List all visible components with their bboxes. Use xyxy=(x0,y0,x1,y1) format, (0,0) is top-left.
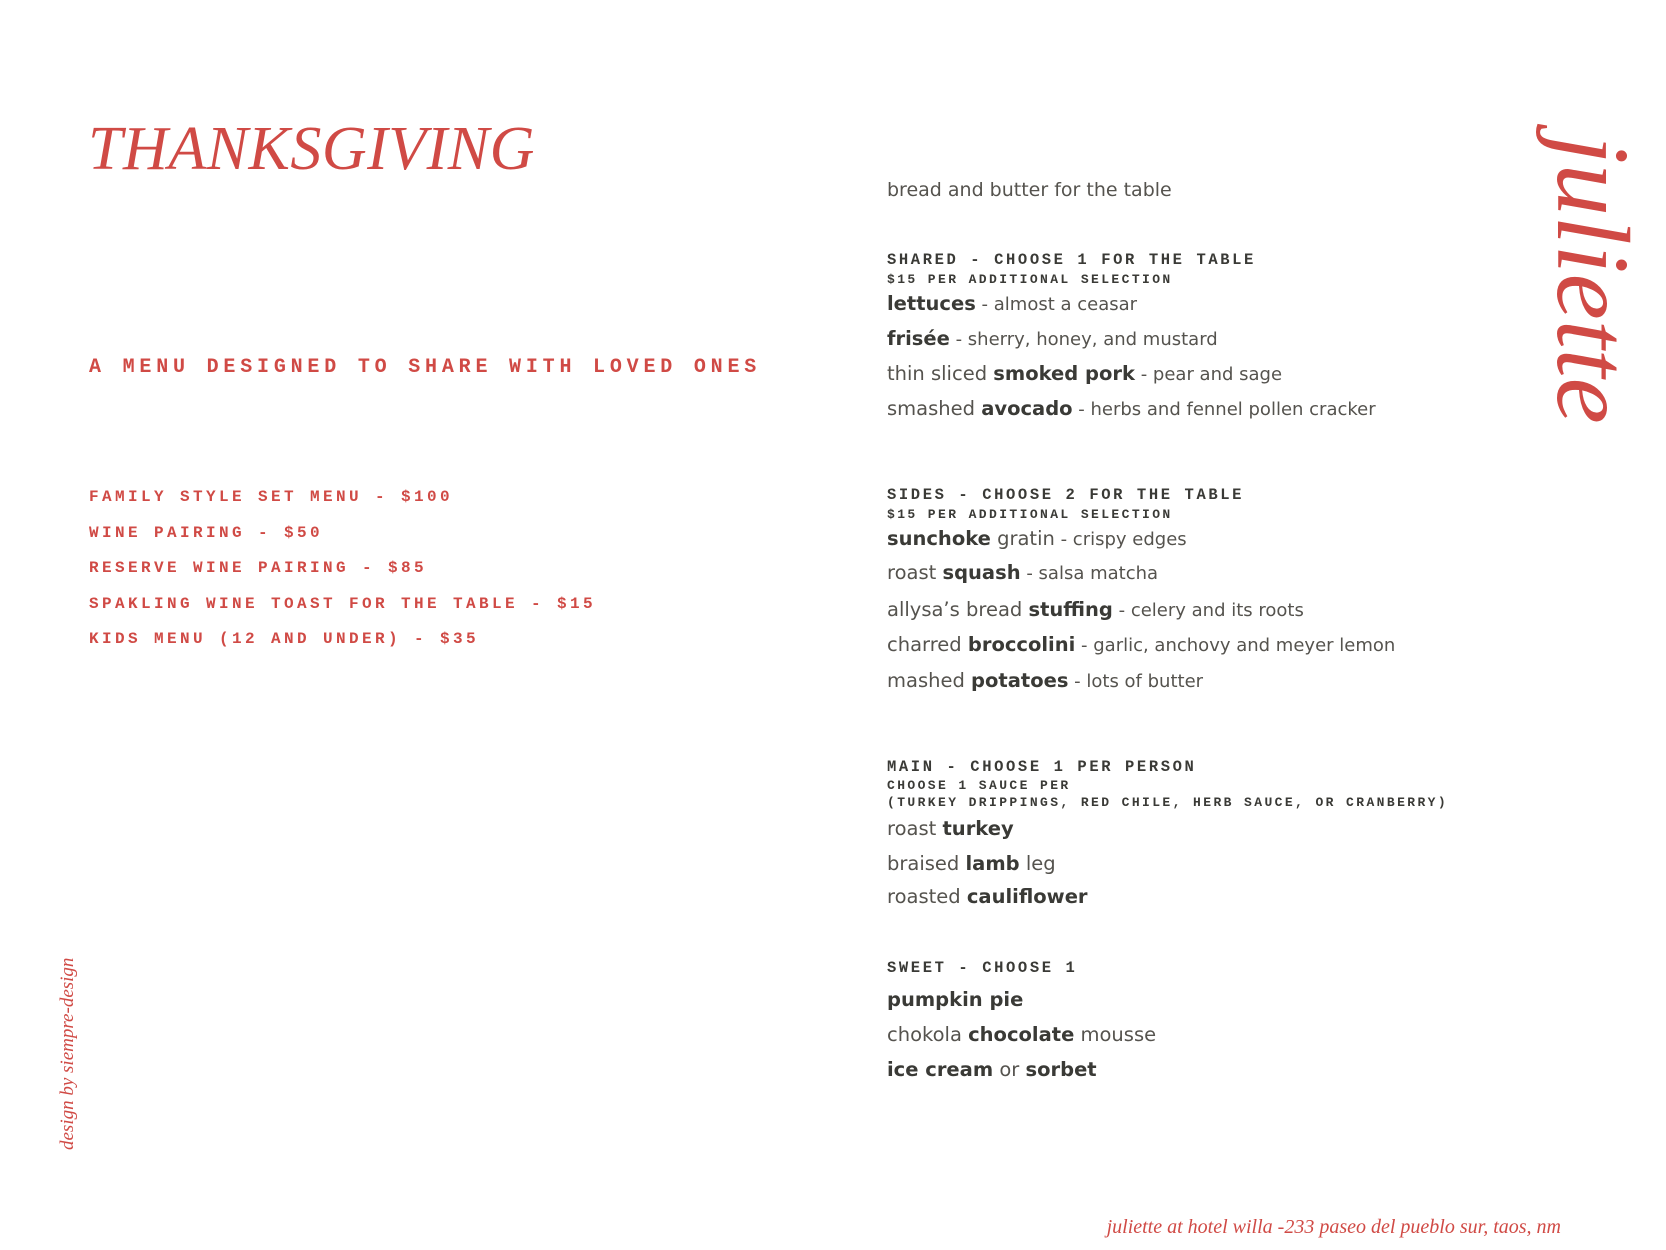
dish-name: cauliflower xyxy=(966,884,1088,908)
dish-list xyxy=(887,987,1157,1095)
dish-name: lamb xyxy=(965,851,1020,875)
dish-item: braised lamb leg xyxy=(887,851,1056,875)
dish-item: allysa’s bread stuffing - celery and its roots xyxy=(887,597,1304,621)
dish-name: chocolate xyxy=(968,1022,1075,1046)
bread-intro: bread and butter for the table xyxy=(887,179,1172,201)
page-title: THANKSGIVING xyxy=(88,115,535,183)
pricing-item: KIDS MENU (12 AND UNDER) - $35 xyxy=(89,630,480,648)
section-shared xyxy=(887,253,1376,434)
dish-name: squash xyxy=(942,560,1021,584)
dish-name: ice cream xyxy=(887,1057,994,1081)
dish-list xyxy=(887,816,1448,920)
section-subheading: $15 PER ADDITIONAL SELECTION xyxy=(887,506,1173,522)
design-credit: design by siempre-design xyxy=(57,957,78,1150)
dish-item: roast squash - salsa matcha xyxy=(887,560,1159,584)
dish-list xyxy=(887,526,1396,706)
section-heading: SWEET - CHOOSE 1 xyxy=(887,959,1078,977)
section-sides xyxy=(887,488,1395,706)
dish-item: roasted cauliflower xyxy=(887,884,1088,908)
dish-name: broccolini xyxy=(967,632,1076,656)
dish-name: stuffing xyxy=(1028,597,1113,621)
dish-name: lettuces xyxy=(887,291,976,315)
tagline: A MENU DESIGNED TO SHARE WITH LOVED ONES xyxy=(89,356,762,379)
dish-name: sunchoke xyxy=(887,526,991,550)
section-heading: SIDES - CHOOSE 2 FOR THE TABLE xyxy=(887,486,1245,504)
dish-description: - crispy edges xyxy=(1054,528,1187,550)
dish-item: mashed potatoes - lots of butter xyxy=(887,668,1204,692)
section-subheading: CHOOSE 1 SAUCE PER xyxy=(887,777,1071,793)
section-heading: SHARED - CHOOSE 1 FOR THE TABLE xyxy=(887,251,1256,269)
dish-list xyxy=(887,291,1376,434)
pricing-list xyxy=(89,489,596,667)
section-sweet xyxy=(887,961,1156,1095)
dish-description: - pear and sage xyxy=(1134,363,1283,385)
pricing-item: SPAKLING WINE TOAST FOR THE TABLE - $15 xyxy=(89,594,597,613)
dish-description: - almost a ceasar xyxy=(975,293,1138,315)
dish-description: - sherry, honey, and mustard xyxy=(949,328,1218,350)
dish-item: roast turkey xyxy=(887,816,1014,840)
dish-item: charred broccolini - garlic, anchovy and meyer lemon xyxy=(887,632,1396,656)
dish-item xyxy=(887,291,1376,329)
dish-item: sunchoke gratin - crispy edges xyxy=(887,526,1187,550)
dish-name: avocado xyxy=(981,396,1073,420)
pricing-item: WINE PAIRING - $50 xyxy=(89,523,324,542)
section-main xyxy=(887,760,1448,920)
dish-description: - salsa matcha xyxy=(1020,562,1159,584)
section-subheading: (TURKEY DRIPPINGS, RED CHILE, HERB SAUCE, OR CRANBERRY) xyxy=(887,794,1449,810)
dish-item xyxy=(887,987,1156,1025)
dish-name: frisée xyxy=(887,326,950,350)
dish-item: ice cream or sorbet xyxy=(887,1057,1097,1081)
section-subheading: $15 PER ADDITIONAL SELECTION xyxy=(887,271,1173,287)
brand-logo: juliette xyxy=(1535,135,1650,424)
dish-item: thin sliced smoked pork - pear and sage xyxy=(887,361,1283,385)
dish-description: - garlic, anchovy and meyer lemon xyxy=(1075,634,1396,656)
dish-name: pumpkin pie xyxy=(887,987,1024,1011)
pricing-item: RESERVE WINE PAIRING - $85 xyxy=(89,559,428,577)
pricing-item: FAMILY STYLE SET MENU - $100 xyxy=(89,488,454,506)
dish-name: sorbet xyxy=(1025,1057,1097,1081)
dish-name: turkey xyxy=(942,816,1014,840)
dish-item xyxy=(887,326,1376,364)
dish-item: smashed avocado - herbs and fennel pollen cracker xyxy=(887,396,1376,420)
dish-name: potatoes xyxy=(971,668,1069,692)
footer-address: juliette at hotel willa -233 paseo del pueblo sur, taos, nm xyxy=(1106,1216,1561,1238)
dish-item: chokola chocolate mousse xyxy=(887,1022,1157,1046)
dish-description: - herbs and fennel pollen cracker xyxy=(1072,398,1376,420)
section-heading: MAIN - CHOOSE 1 PER PERSON xyxy=(887,758,1197,776)
dish-name: smoked pork xyxy=(993,361,1135,385)
dish-description: - lots of butter xyxy=(1068,670,1204,692)
dish-description: - celery and its roots xyxy=(1112,599,1304,621)
